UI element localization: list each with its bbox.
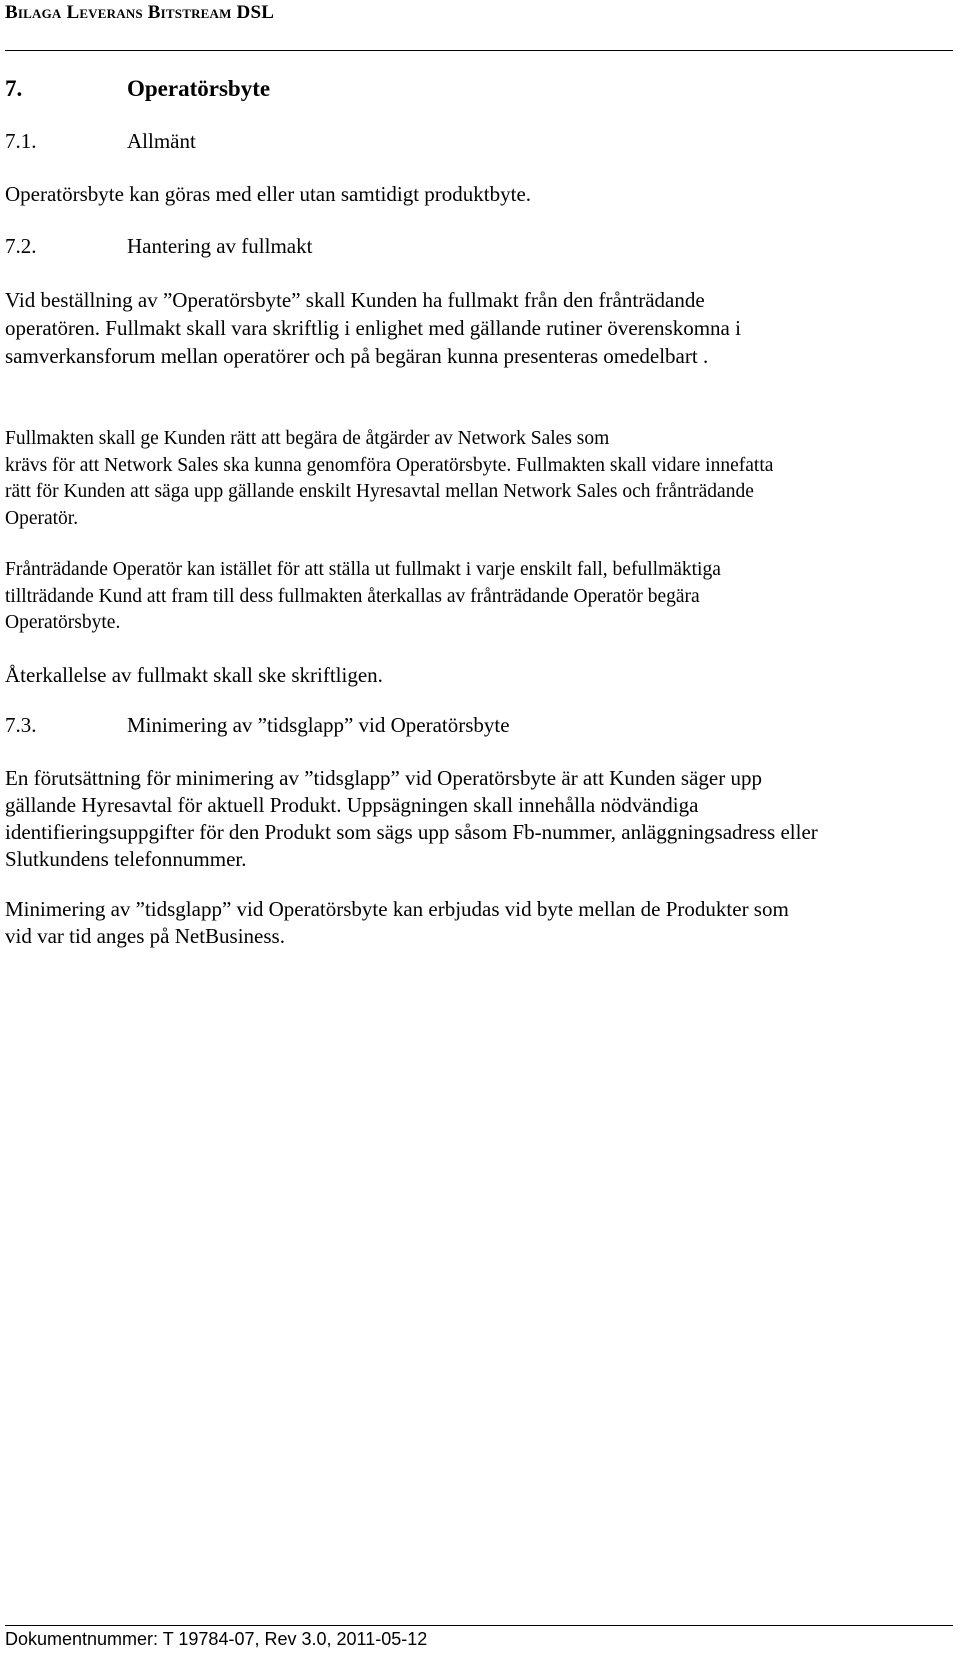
- text-line: Frånträdande Operatör kan istället för att ställa ut fullmakt i varje enskilt fall, befullmäktiga: [5, 559, 721, 580]
- text-line: Fullmakten skall ge Kunden rätt att begära de åtgärder av Network Sales som: [5, 428, 610, 449]
- text-line: gällande Hyresavtal för aktuell Produkt. Uppsägningen skall innehålla nödvändiga: [5, 793, 699, 817]
- text-line: En förutsättning för minimering av ”tidsglapp” vid Operatörsbyte är att Kunden säger upp: [5, 766, 762, 790]
- text-line: identifieringsuppgifter för den Produkt som sägs upp såsom Fb-nummer, anläggningsadress eller: [5, 820, 818, 844]
- section-7-3-number: 7.3.: [5, 713, 37, 737]
- text-line: Operatörsbyte kan göras med eller utan samtidigt produktbyte.: [5, 182, 532, 206]
- text-line: Operatörsbyte.: [5, 612, 121, 633]
- section-7-1-heading: [5, 129, 196, 154]
- text-line: rätt för Kunden att säga upp gällande enskilt Hyresavtal mellan Network Sales och frånträdande: [5, 481, 754, 502]
- footer-divider: [5, 1625, 953, 1626]
- header-divider: [5, 50, 953, 51]
- text-line: Slutkundens telefonnummer.: [5, 847, 247, 871]
- text-line: Vid beställning av ”Operatörsbyte” skall Kunden ha fullmakt från den frånträdande: [5, 288, 705, 312]
- document-number-footer: Dokumentnummer: T 19784-07, Rev 3.0, 2011-05-12: [5, 1629, 428, 1649]
- section-7-3-paragraph-2: [5, 896, 955, 950]
- section-7-3-title: Minimering av ”tidsglapp” vid Operatörsbyte: [127, 713, 510, 737]
- section-7-1-title: Allmänt: [127, 129, 196, 153]
- text-line: Återkallelse av fullmakt skall ske skriftligen.: [5, 663, 383, 687]
- section-7-2-paragraph-4: [5, 661, 955, 689]
- text-line: operatören. Fullmakt skall vara skriftlig i enlighet med gällande rutiner överenskomna i: [5, 316, 741, 340]
- section-7-3-heading: [5, 713, 510, 738]
- text-line: samverkansforum mellan operatörer och på begäran kunna presenteras omedelbart .: [5, 344, 709, 368]
- section-7-number: 7.: [5, 76, 23, 101]
- text-line: Minimering av ”tidsglapp” vid Operatörsbyte kan erbjudas vid byte mellan de Produkter som: [5, 897, 789, 921]
- section-7-3-paragraph-1: [5, 765, 955, 873]
- section-7-2-heading: [5, 234, 312, 259]
- section-7-title: Operatörsbyte: [127, 76, 271, 101]
- text-line: Operatör.: [5, 507, 79, 529]
- section-7-1-number: 7.1.: [5, 129, 37, 153]
- section-7-2-paragraph-3: [5, 557, 955, 637]
- section-7-2-paragraph-1: [5, 286, 955, 370]
- text-line: vid var tid anges på NetBusiness.: [5, 924, 285, 948]
- section-7-heading: [5, 76, 270, 102]
- section-7-2-number: 7.2.: [5, 234, 37, 258]
- section-7-2-title: Hantering av fullmakt: [127, 234, 313, 258]
- section-7-1-paragraph: [5, 180, 955, 208]
- text-line: tillträdande Kund att fram till dess fullmakten återkallas av frånträdande Operatör begära: [5, 585, 700, 607]
- document-header-title: Bilaga Leverans Bitstream DSL: [5, 2, 275, 23]
- section-7-2-paragraph-2: [5, 426, 955, 532]
- text-line: krävs för att Network Sales ska kunna genomföra Operatörsbyte. Fullmakten skall vidare innefatta: [5, 454, 774, 476]
